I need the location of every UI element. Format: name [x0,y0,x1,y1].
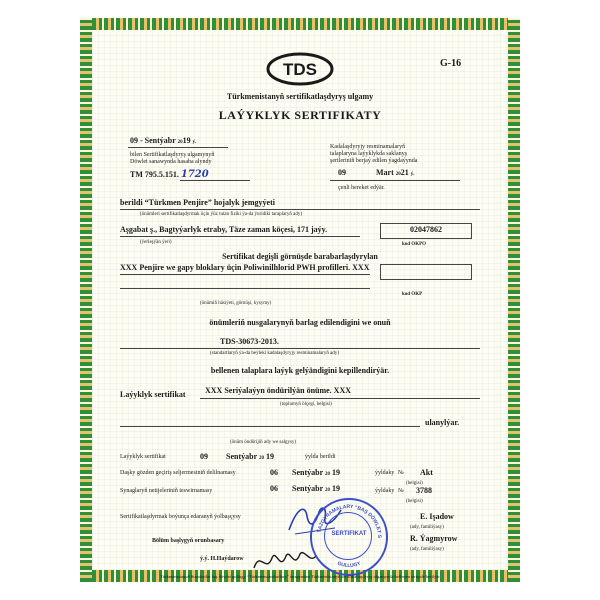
row2-caption: (belgisi) [406,481,423,486]
ulanylyar: ulanylýar. [425,418,460,427]
reg-number-handwritten: 1720 [180,169,209,180]
reg-number: TM 795.5.151. 1720 [130,169,209,180]
okpo-value: 02047862 [410,225,442,234]
cert-label: Laýyklyk sertifikat [120,390,186,399]
exec-caption: (ady, familiýasy) [410,525,444,530]
issue-date-underline [128,147,228,148]
product-header: Sertifikat degişli görnüşde barabarlaşdyrylan [222,252,378,261]
ornamental-border-top [80,18,520,30]
product-underline-2 [120,288,370,289]
manufacturer-underline [120,426,420,427]
exec-label: Sertifikatlaşdyrmak boýunça edaranyň ýolbaşçysy [120,514,241,520]
valid-until-row: 09 Mart 2021 ý. [338,168,415,177]
okpo-label: kod OKPO [402,242,427,247]
validity-line-2: talaplaryna laýyklykda saklanyş [330,151,407,157]
row3-date: 06 Sentýabr 20 19 [270,484,340,493]
dept-name: R. Ýagmyrow [410,534,458,543]
product-caption: (önümiň häsiýeti, görnüşi, kysymy) [200,301,272,306]
certificate-sheet: G-16 TDS Türkmenistanyň sertifikatlaşdyryş ulgamy LAÝYKLYK SERTIFIKATY 09 - Sentýabr 2019 ý. bilen Sertifikatlaşdyryş ulgamynyň Döwlet sanawynda hasaba alyndy TM 795.5.151. 1720 Kadalaşdyryjy resminamalaryň talaplaryna laýyklykda saklanyş şertleriniň berjaý edilen ýagdaýynda 09 Mart 2021 ý. çenli hereket edýär. berildi “Türkmen Penjire” hojalyk jemgyýeti (önümleri sertifikatlaşdyrmak üçin ýüz tutan fiziki ýa-da ýuridiki taraplaryň ady) Aşgabat ş., Bagtyýarlyk etraby, Täze zaman köçesi, 171 jaýy. 02047862 (ýerleşýän ýeri) kod OKPO Sertifikat degişli görnüşde barabarlaşdyrylan XXX Penjire we gapy bloklary üçin Poliwinilhlorid PWH profilleri. XXX kod OKP (önümiň häsiýeti, görnüşi, kysymy) önümleriň nusgalarynyň barlag edilendigini we onuň TDS-30673-2013. (standartlaryň ýa-da beýleki kadalaşdyryjy resminamalaryň ady) bellenen talaplara laýyk gelýändigini kepillendirýär. Laýyklyk sertifikat XXX Seriýalaýyn öndürilýän önüme. XXX (toplumyň ölçegi, belgisi) ulanylýar. (önüm öndürijiň ady we salgysy) Laýyklyk sertifikat 09 Sentýabr 20 19 ýylda berildi Daşky gözden geçiriş seljermesiniň delilnamasy 06 Sentýabr 20 19 ýyldaky № Akt (belgisi) Synaglaryň netijeleriniň teswirnamasy 06 Sentýabr 20 19 ýyldaky № 3788 (belgisi) Sertifikatlaşdyrmak boýunça edaranyň ýolbaşçysy E. Işadow (ady, familiýasy) Bölüm başlygyň orunbasary R. Ýagmyrow (ady, familiýasy) ý.ý. H.Haýdarow ÝAZGYNAMALARY “BAŞ DÖWLET S GULLUGY SERTIFIKAT Türkmenistanyň Standartlar baş döwlet gullugy “Türkmenstandartlary” tarapyndan Türkmenistanyň sertifikatlaşdyryş ulgamynda bellenen tertipde berilýär [80,18,520,582]
address: Aşgabat ş., Bagtyýarlyk etraby, Täze zaman köçesi, 171 jaýy. [120,225,328,234]
row1-label: Laýyklyk sertifikat [120,454,166,460]
product-name: XXX Penjire we gapy bloklary üçin Poliwinilhlorid PWH profilleri. XXX [120,263,370,272]
row2-date: 06 Sentýabr 20 19 [270,468,340,477]
registry-line-2: Döwlet sanawynda hasaba alyndy [130,159,212,165]
row3-caption: (belgisi) [406,499,423,504]
row3-value: 3788 [416,486,432,495]
okp-box-1 [380,264,472,280]
standard-caption: (standartlaryň ýa-da beýleki kadalaşdyryjy resminamalaryň ady) [210,351,339,356]
svg-text:GULLUGY [336,560,362,569]
cert-value: XXX Seriýalaýyn öndürilýän önüme. XXX [205,386,352,395]
manufacturer-caption: (önüm öndürijiň ady we salgysy) [230,440,297,445]
compliance-text: önümleriň nusgalarynyň barlag edilendigini we onuň [209,318,391,327]
valid-year: 21 [400,168,409,177]
signature-prepared-icon [250,544,320,578]
confirm-text: bellenen talaplara laýyk gelýändigini kepillendirýär. [210,366,390,375]
valid-month: Mart [376,168,394,177]
org-name: Türkmenistanyň sertifikatlaşdyryş ulgamy [226,92,374,101]
stamp-top-text: ÝAZGYNAMALARY “BAŞ DÖWLET S [316,503,383,539]
issued-by: berildi “Türkmen Penjire” hojalyk jemgyýeti [120,198,275,207]
issue-year: 19 [182,136,191,145]
page-title: LAÝYKLYK SERTIFIKATY [218,108,382,122]
valid-until-underline [330,180,460,181]
row3-suffix: ýyldaky [375,488,395,494]
cert-caption: (toplumyň ölçegi, belgisi) [280,402,332,407]
official-seal-icon [310,498,388,576]
dept-label: Bölüm başlygyň orunbasary [152,538,225,544]
stamp-center-text: SERTIFIKAT [331,531,367,537]
form-code: G-16 [440,58,462,69]
row1-date: 09 Sentýabr 20 19 [200,452,274,461]
validity-line-3: şertleriniň berjaý edilen ýagdaýynda [330,158,418,164]
address-caption: (ýerleşýän ýeri) [140,240,172,245]
standard-underline [120,348,480,349]
row3-label: Synaglaryň netijeleriniň teswirnamasy [120,488,213,494]
okp-label: kod OKP [402,292,423,297]
footer-text: Türkmenistanyň Standartlar baş döwlet gullugy “Türkmenstandartlary” tarapyndan Türkmenistanyň sertifikatlaşdyryş ulgamynda bellenen tertipde berilýär [160,574,440,579]
registry-line-1: bilen Sertifikatlaşdyryş ulgamynyň [130,152,215,158]
stamp-bottom-text: GULLUGY [336,560,362,570]
ornamental-border-left [80,18,92,582]
issue-date-row: 09 - Sentýabr 2019 ý. [130,136,197,145]
row2-suffix: ýyldaky [375,470,395,476]
issue-month: Sentýabr [144,136,176,145]
row2-value: Akt [420,468,433,477]
issued-by-caption: (önümleri sertifikatlaşdyrmak üçin ýüz tutan fiziki ýa-da ýuridiki taraplaryň ady) [140,212,303,217]
address-underline [120,236,360,237]
issued-by-underline [120,209,480,210]
logo-text: TDS [283,60,317,79]
dept-caption: (ady, familiýasy) [410,547,444,552]
row1-suffix: ýylda berildi [305,454,336,460]
row2-label: Daşky gözden geçiriş seljermesiniň delilnamasy [120,470,236,476]
valid-day: 09 [338,168,346,177]
standard: TDS-30673-2013. [220,337,279,346]
cert-underline [200,398,480,399]
validity-line-1: Kadalaşdyryjy resminamalaryň [330,144,406,150]
reg-number-underline [180,180,250,181]
tds-logo-icon [265,50,335,88]
product-underline-1 [120,274,370,275]
exec-name: E. Işadow [420,512,454,521]
ornamental-border-right [508,18,520,582]
issue-day: 09 [130,136,138,145]
valid-caption: çenli hereket edýär. [338,185,385,191]
prepared-by: ý.ý. H.Haýdarow [200,556,244,562]
